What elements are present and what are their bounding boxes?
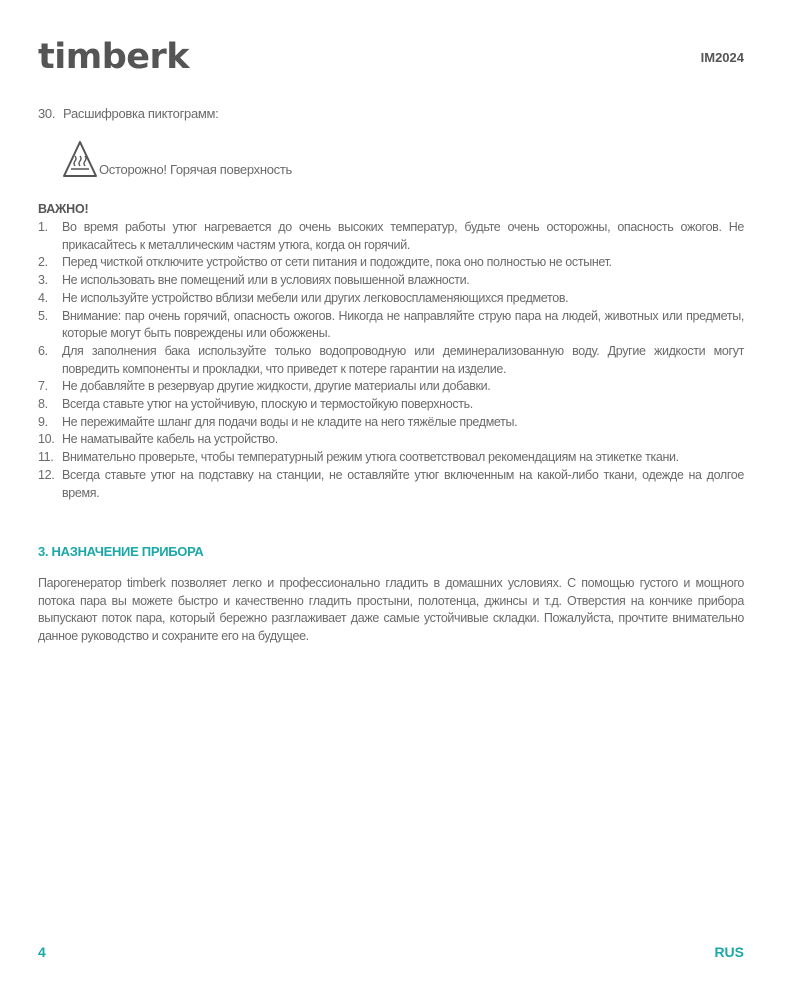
list-item-text: Всегда ставьте утюг на подставку на станции, не оставляйте утюг включенным на какой-либо ткани, одежде на долгое время. [62, 467, 744, 500]
list-item-number: 11. [38, 450, 54, 465]
list-item-text: Не наматывайте кабель на устройство. [62, 432, 278, 447]
pictograms-number: 30. [38, 106, 56, 121]
list-item [38, 308, 744, 343]
safety-rules-list [38, 219, 744, 502]
list-item-text: Не используйте устройство вблизи мебели или других легковоспламеняющихся предметов. [62, 290, 569, 305]
list-item-number: 3. [38, 273, 48, 288]
list-item-number: 7. [38, 379, 48, 394]
list-item-number: 12. [38, 467, 55, 482]
list-item [38, 414, 744, 432]
list-item-number: 8. [38, 397, 48, 412]
list-item-number: 9. [38, 414, 48, 429]
list-item [38, 254, 744, 272]
list-item [38, 219, 744, 254]
pictograms-title: Расшифровка пиктограмм: [63, 106, 219, 121]
list-item-text: Для заполнения бака используйте только водопроводную или деминерализованную воду. Другие жидкости могут повредить компоненты и прокладки, что приведет к потере гарантии на изделие. [62, 343, 744, 376]
list-item-text: Перед чисткой отключите устройство от сети питания и подождите, пока оно полностью не остынет. [62, 255, 612, 270]
hot-surface-warning-icon [62, 140, 98, 178]
list-item [38, 396, 744, 414]
brand-logo: timberk [38, 37, 190, 77]
section-paragraph: Парогенератор timberk позволяет легко и профессионально гладить в домашних условиях. С помощью густого и мощного потока пара вы можете быстро и качественно гладить простыни, полотенца, джинсы и т.д. Отверстия на кончике прибора выпускают поток пара, который бережно разглаживает даже самые устойчивые складки. Пожалуйста, прочтите внимательно данное руководство и сохраните его на будущее. [38, 576, 744, 644]
list-item [38, 449, 744, 467]
list-item-text: Внимательно проверьте, чтобы температурный режим утюга соответствовал рекомендациям на этикетке ткани. [62, 450, 679, 465]
list-item [38, 272, 744, 290]
list-item-number: 2. [38, 255, 48, 270]
list-item-number: 10. [38, 432, 55, 447]
list-item [38, 378, 744, 396]
page-number: 4 [38, 944, 46, 960]
list-item-text: Всегда ставьте утюг на устойчивую, плоскую и термостойкую поверхность. [62, 397, 473, 412]
list-item-number: 5. [38, 308, 48, 323]
list-item-number: 4. [38, 290, 48, 305]
language-label: RUS [714, 944, 744, 960]
hot-surface-warning-text: Осторожно! Горячая поверхность [99, 162, 292, 177]
list-item-number: 6. [38, 343, 48, 358]
hot-surface-warning [62, 140, 292, 178]
list-item-text: Не использовать вне помещений или в условиях повышенной влажности. [62, 273, 470, 288]
list-item [38, 467, 744, 502]
list-item-text: Во время работы утюг нагревается до очень высоких температур, будьте очень осторожны, опасность ожогов. Не прикасайтесь к металлическим частям утюга, когда он горячий. [62, 220, 744, 252]
list-item [38, 431, 744, 449]
list-item-text: Не пережимайте шланг для подачи воды и не кладите на него тяжёлые предметы. [62, 414, 518, 429]
list-item [38, 290, 744, 308]
model-number: IM2024 [700, 50, 744, 65]
pictograms-heading [38, 106, 219, 121]
list-item-number: 1. [38, 220, 48, 234]
important-heading: ВАЖНО! [38, 202, 89, 216]
list-item-text: Не добавляйте в резервуар другие жидкости, другие материалы или добавки. [62, 379, 491, 394]
list-item-text: Внимание: пар очень горячий, опасность ожогов. Никогда не направляйте струю пара на людей, животных или предметы, которые могут быть повреждены или обожжены. [62, 308, 744, 341]
list-item [38, 343, 744, 378]
section-title: 3. НАЗНАЧЕНИЕ ПРИБОРА [38, 544, 204, 559]
